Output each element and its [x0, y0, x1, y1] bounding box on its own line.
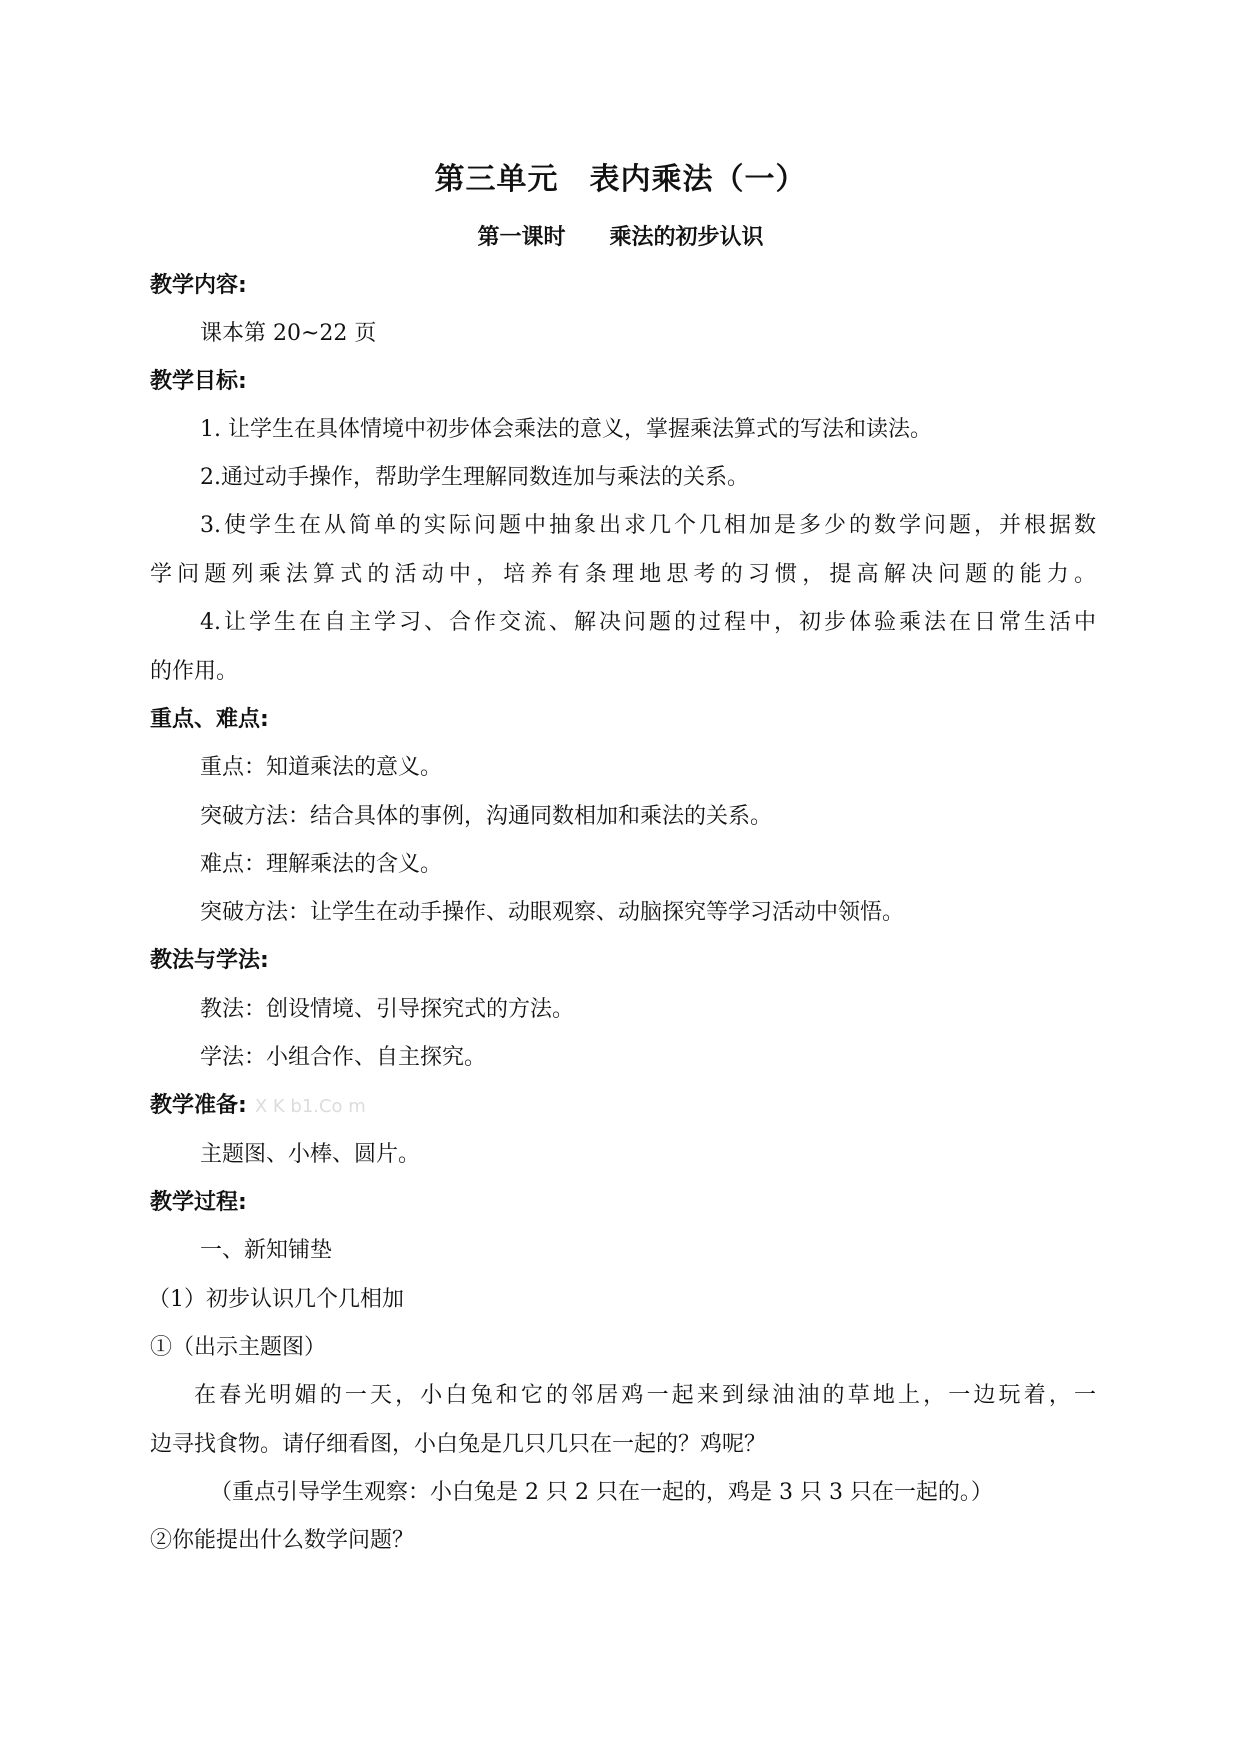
process-heading: 教学过程:: [150, 1190, 247, 1215]
content-heading: 教学内容:: [150, 273, 247, 298]
page-title: 第三单元 表内乘法（一）: [434, 162, 807, 197]
key-heading: 重点、难点:: [150, 707, 269, 732]
process-line: 在春光明媚的一天，小白兔和它的邻居鸡一起来到绿油油的草地上，一边玩着，一: [194, 1383, 1096, 1408]
goals-heading: 教学目标:: [150, 369, 247, 394]
goal-line: 2.通过动手操作，帮助学生理解同数连加与乘法的关系。: [200, 465, 749, 490]
content-text: 课本第 20~22 页: [200, 321, 377, 346]
goal-line: 3.使学生在从简单的实际问题中抽象出求几个几相加是多少的数学问题，并根据数: [200, 513, 1096, 538]
key-point-line: 突破方法：让学生在动手操作、动眼观察、动脑探究等学习活动中领悟。: [200, 900, 905, 925]
method-heading: 教法与学法:: [150, 948, 269, 973]
process-line: ②你能提出什么数学问题？: [150, 1528, 415, 1553]
method-line: 学法：小组合作、自主探究。: [200, 1045, 487, 1070]
lesson-subtitle: 第一课时 乘法的初步认识: [477, 225, 764, 250]
prep-heading: 教学准备:: [150, 1093, 247, 1118]
process-line: （1）初步认识几个几相加: [148, 1287, 404, 1312]
process-line: 一、新知铺垫: [200, 1238, 333, 1263]
process-line: 边寻找食物。请仔细看图，小白兔是几只几只在一起的？鸡呢？: [150, 1432, 767, 1457]
goal-line: 4.让学生在自主学习、合作交流、解决问题的过程中，初步体验乘法在日常生活中: [200, 610, 1096, 635]
key-point-line: 突破方法：结合具体的事例，沟通同数相加和乘法的关系。: [200, 804, 773, 829]
goal-line: 的作用。: [150, 659, 239, 684]
method-line: 教法：创设情境、引导探究式的方法。: [200, 997, 575, 1022]
goal-line: 学问题列乘法算式的活动中，培养有条理地思考的习惯，提高解决问题的能力。: [150, 562, 1096, 587]
prep-text: 主题图、小棒、圆片。: [200, 1142, 421, 1167]
prep-heading-row: [150, 1090, 1100, 1123]
goal-line: 1. 让学生在具体情境中初步体会乘法的意义，掌握乘法算式的写法和读法。: [200, 417, 932, 442]
key-point-line: 重点：知道乘法的意义。: [200, 755, 443, 780]
process-line: ①（出示主题图）: [150, 1335, 327, 1360]
watermark-text: X K b1.Co m: [254, 1096, 366, 1117]
process-line: （重点引导学生观察：小白兔是 2 只 2 只在一起的，鸡是 3 只 3 只在一起的。）: [210, 1480, 993, 1505]
key-point-line: 难点：理解乘法的含义。: [200, 852, 443, 877]
